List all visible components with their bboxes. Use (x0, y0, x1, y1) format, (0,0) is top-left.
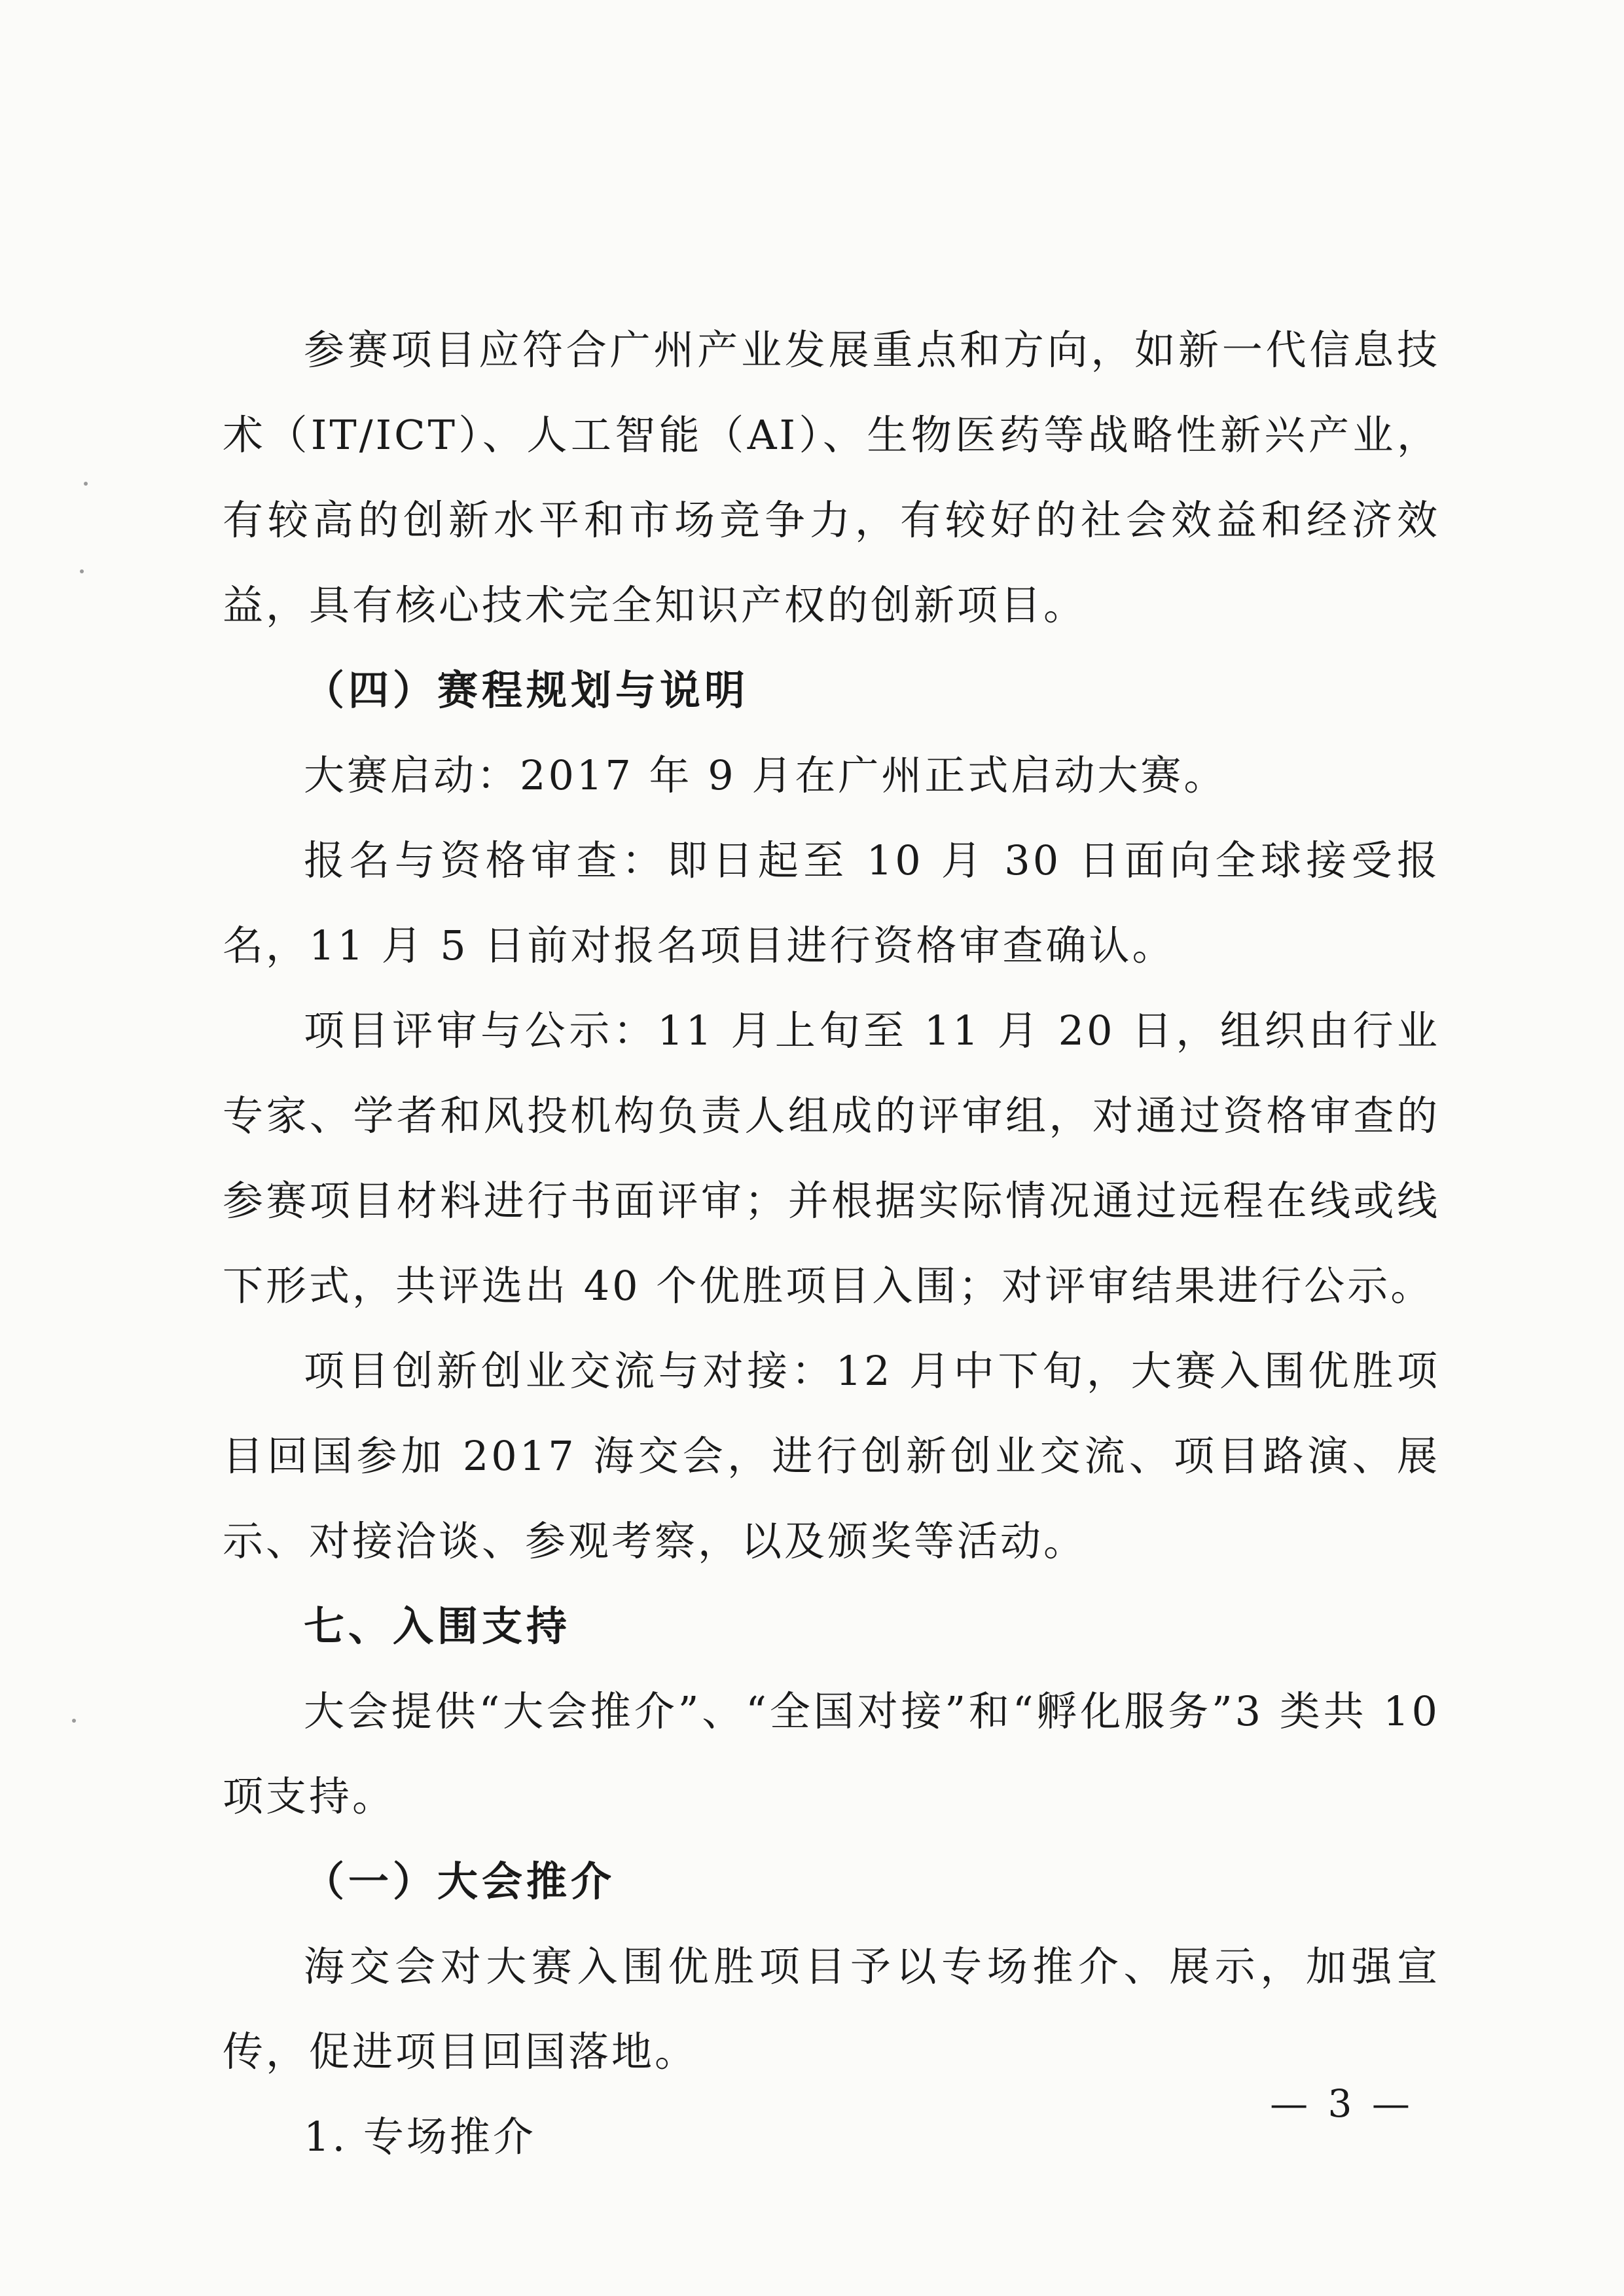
paragraph: 项目评审与公示：11 月上旬至 11 月 20 日，组织由行业专家、学者和风投机构负责人组成的评审组，对通过资格审查的参赛项目材料进行书面评审；并根据实际情况通过远程在线或线下形式，共评选出 40 个优胜项目入围；对评审结果进行公示。 (223, 1007, 1440, 1310)
section-heading: （一）大会推介 (304, 1857, 616, 1905)
section-heading: 七、入围支持 (304, 1602, 571, 1650)
document-body (223, 308, 1440, 2179)
paragraph: 1. 专场推介 (304, 2113, 536, 2161)
paragraph: 报名与资格审查：即日起至 10 月 30 日面向全球接受报名，11 月 5 日前对报名项目进行资格审查确认。 (223, 836, 1440, 969)
scan-speck (80, 569, 84, 573)
page-number: — 3 — (1270, 2081, 1414, 2126)
paragraph: 项目创新创业交流与对接：12 月中下旬，大赛入围优胜项目回国参加 2017 海交会，进行创新创业交流、项目路演、展示、对接洽谈、参观考察，以及颁奖等活动。 (223, 1347, 1440, 1565)
paragraph: 参赛项目应符合广州产业发展重点和方向，如新一代信息技术（IT/ICT）、人工智能（AI）、生物医药等战略性新兴产业，有较高的创新水平和市场竞争力，有较好的社会效益和经济效益，具有核心技术完全知识产权的创新项目。 (223, 326, 1440, 629)
paragraph: 大会提供“大会推介”、“全国对接”和“孵化服务”3 类共 10 项支持。 (223, 1687, 1440, 1820)
scan-speck (84, 482, 88, 486)
paragraph: 大赛启动：2017 年 9 月在广州正式启动大赛。 (304, 751, 1227, 799)
section-heading: （四）赛程规划与说明 (304, 666, 749, 714)
paragraph: 海交会对大赛入围优胜项目予以专场推介、展示，加强宣传，促进项目回国落地。 (223, 1943, 1440, 2075)
scan-speck (72, 1719, 76, 1723)
